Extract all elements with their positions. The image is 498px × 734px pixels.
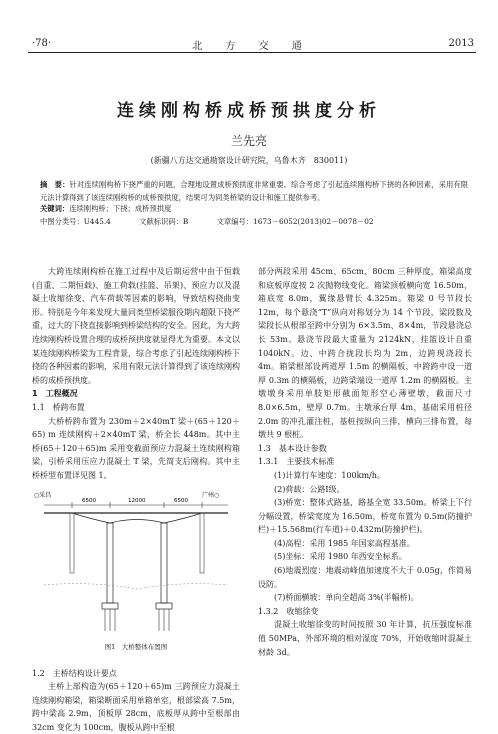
subsection-heading: 1.1 桥跨布置 [32, 402, 85, 412]
subsection-heading: 1.2 主桥结构设计要点 [32, 668, 117, 678]
keywords [40, 204, 171, 214]
document-code: 文献标识码：B [139, 217, 189, 226]
pile-cap-right [156, 603, 172, 609]
keywords-text: 连续刚构桥；下挠；成桥预拱度 [69, 204, 172, 213]
article-number: 文章编号：1673－6052(2013)02－0078－02 [216, 217, 374, 226]
dim-side-span-right: 6500 [174, 497, 188, 504]
issue-year: 2013 [448, 38, 474, 49]
section-heading: 1 工程概况 [32, 389, 78, 399]
pile-cap-left [102, 603, 118, 609]
pier-left [107, 523, 113, 603]
classification-line [40, 217, 400, 227]
shrinkage-paragraph: 混凝土收缩徐变的时间按照 30 年计算，抗压强度标准值 50MPa，外部环境的相对湿度 70%，开始收缩时混凝土材龄 3d。 [258, 620, 472, 657]
fig-right-label: 广州○ [202, 491, 220, 499]
abstract [40, 178, 468, 204]
clc-number: 中图分类号：U445.4 [40, 217, 111, 226]
figure-caption: 图1 大桥整体布置图 [104, 642, 168, 651]
subsubsection-heading: 1.3.2 收缩徐变 [258, 606, 319, 616]
list-item: (1)计算行车速度：100km/h。 [274, 470, 385, 480]
list-item: (3)桥宽：整体式路基，路基全宽 33.50m。桥梁上下行分幅设置，桥梁宽度为 16.50m，桥宽布置为 0.5m(防撞护栏)＋15.568m(行车道)＋0.432m(防撞护栏)。 [258, 498, 472, 535]
pier-right [161, 523, 167, 603]
abutment-left [70, 513, 74, 573]
paper-title: 连续刚构桥成桥预拱度分析 [117, 101, 381, 121]
dim-side-span-left: 6500 [82, 497, 96, 504]
bridge-elevation-drawing [32, 485, 240, 640]
bridge-layout-figure [32, 485, 240, 665]
intro-paragraph: 大跨连续刚构桥在施工过程中及后期运营中由于恒载(自重、二期恒载)、施工荷载(挂篮、吊架)、预应力以及混凝土收缩徐变、汽车荷载等因素的影响，导致结构挠曲变形。特别是今年来发现大量同类型桥梁服役期内超限下挠严重，过大的下挠直接影响到桥梁结构的安全。因此，为大跨连续刚构桥设置合理的成桥预拱度就显得尤为重要。本文以某连续刚构桥梁为工程背景，综合考虑了引起连续刚构桥下挠的各种因素的影响，采用有限元法计算得到了该连续刚构桥的成桥预拱度。 [32, 267, 240, 385]
list-item: (4)高程：采用 1985 年国家高程基准。 [274, 538, 415, 548]
page-header [28, 34, 476, 53]
left-column [32, 265, 240, 734]
box-girder-paragraph: 部分两段采用 45cm、65cm、80cm 三种厚度，箱梁高度和底板厚度按 2 次抛物线变化。箱梁顶板横向宽 16.50m，箱底宽 8.0m，翼缘悬臂长 4.325m。箱梁 0 号节段长 12m，每个悬浇“T”纵向对称划分为 14 个节段，梁段数及梁段长从根部至跨中分别为 6×3.5m、8×4m，节段悬浇总长 53m。悬浇节段最大重量为 2124kN，挂篮设计自重 1040kN。边、中跨合拢段长均为 2m，边跨现浇段长 4m。箱梁根部设两道厚 1.5m 的横隔板，中跨跨中设一道厚 0.3m 的横隔板，边跨梁端设一道厚 1.2m 的横隔板。主墩墩身采用单肢矩形截面矩形空心薄壁墩，截面尺寸 8.0×6.5m，壁厚 0.7m。主墩承台厚 4m，基础采用桩径 2.0m 的冲孔灌注桩，基桩按纵向三排，横向三排布置，每墩共 9 根桩。 [258, 267, 472, 440]
list-item: (2)荷载：公路Ⅰ级。 [274, 484, 345, 494]
paper-author: 兰先亮 [230, 134, 267, 148]
abstract-text: 针对连续刚构桥下挠严重的问题，合理地设置成桥预拱度非常重要。综合考虑了引起连续刚构桥下挠的各种因素，采用有限元法计算得到了该连续刚构桥的成桥预拱度，结果可为同类桥梁的设计和施工提供参考。 [40, 180, 469, 202]
abstract-label: 摘 要： [40, 180, 70, 189]
list-item: (6)地震烈度：地震动峰值加速度不大于 0.05g，作简易设防。 [258, 566, 472, 589]
list-item: (5)坐标：采用 1980 年西安坐标系。 [274, 552, 407, 562]
keywords-label: 关键词： [40, 204, 70, 213]
author-affiliation: (新疆八方达交通勘察设计研究院，乌鲁木齐 830011) [150, 156, 348, 165]
span-layout-paragraph: 大桥桥跨布置为 230m＋2×40mT 梁＋(65＋120＋65) m 连续刚构＋2×40mT 梁，桥全长 448m。其中主桥(65＋120＋65)m 采用变截面预应力混凝土连续刚构箱梁，引桥采用压应力混凝土 T 梁，先简支后刚构。其中主桥桥型布置详见图 1。 [32, 416, 240, 480]
subsection-heading: 1.3 基本设计参数 [258, 443, 327, 453]
fig-left-label: ○采昌 [34, 491, 52, 499]
list-item: (7)桥面横坡：单向全超高 3%(半幅桥)。 [274, 593, 419, 603]
superstructure-paragraph: 主桥上部构造为(65＋120＋65)m 三跨预应力混凝土连续刚构箱梁，箱梁断面采用单箱单室，根部梁高 7.5m，跨中梁高 2.9m，顶板厚 28cm，底板厚从跨中至根部由 32cm 变化为 100cm，腹板从跨中至根 [32, 682, 240, 732]
ground-line [44, 583, 228, 588]
journal-name: 北 方 交 通 [192, 41, 312, 52]
girder-soffit [72, 513, 202, 523]
right-column [258, 265, 472, 659]
abutment-right [200, 513, 204, 573]
dim-main-span: 12000 [128, 497, 146, 504]
page-number: ·78· [32, 38, 52, 49]
subsubsection-heading: 1.3.1 主要技术标准 [258, 457, 335, 467]
